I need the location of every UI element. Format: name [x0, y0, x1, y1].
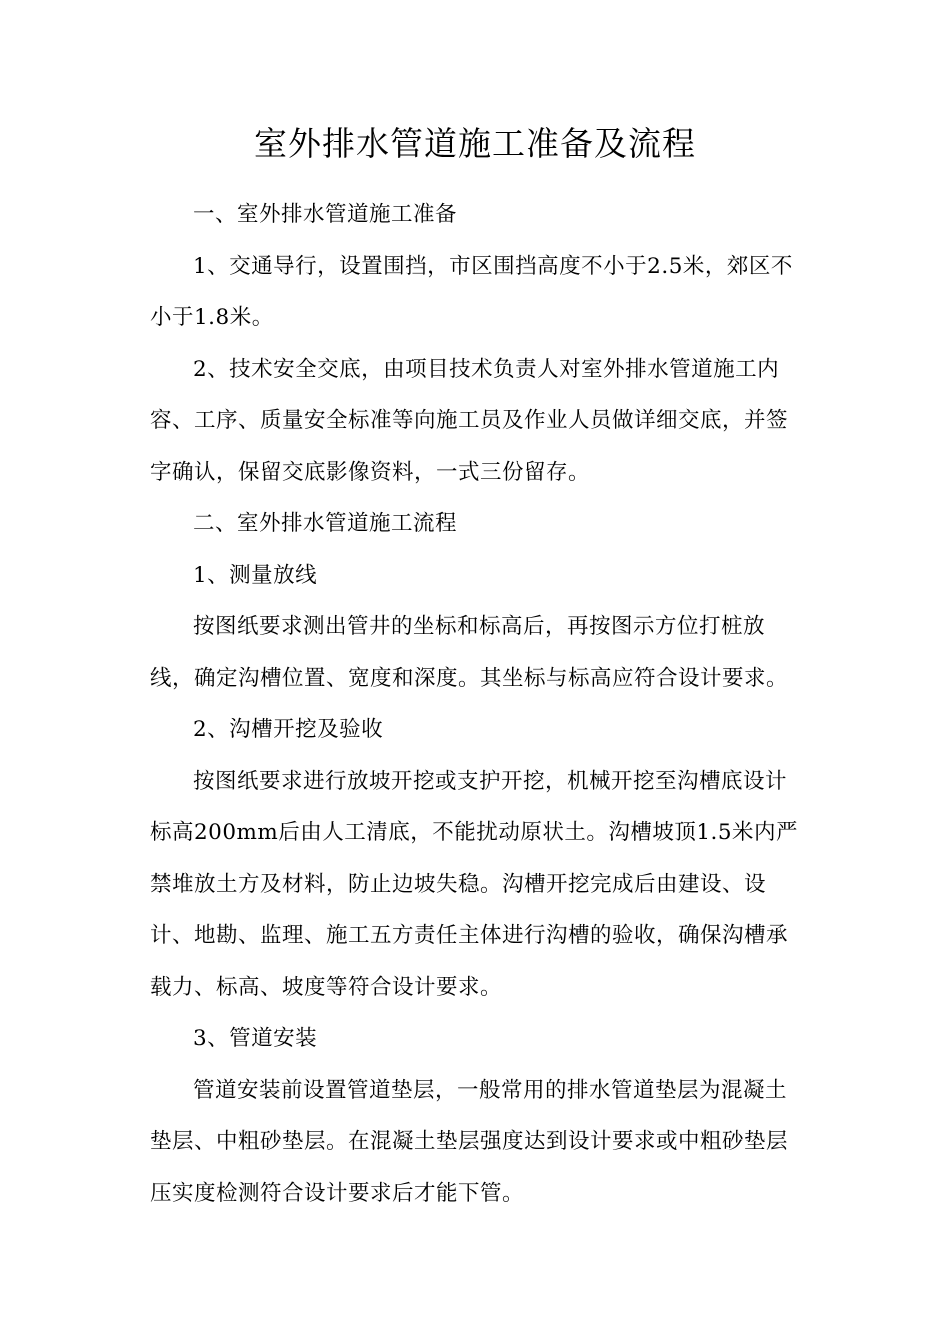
- paragraph-traffic-enclosure: 1、交通导行，设置围挡，市区围挡高度不小于2.5米，郊区不小于1.8米。: [150, 253, 793, 330]
- subheading-pipe-install: 3、管道安装: [193, 1026, 318, 1051]
- paragraph-safety-briefing: 2、技术安全交底，由项目技术负责人对室外排水管道施工内容、工序、质量安全标准等向施工员及作业人员做详细交底，并签字确认，保留交底影像资料，一式三份留存。: [150, 356, 789, 485]
- subheading-survey: 1、测量放线: [193, 562, 318, 588]
- subheading-trench: 2、沟槽开挖及验收: [193, 717, 384, 742]
- paragraph-survey: 按图纸要求测出管井的坐标和标高后，再按图示方位打桩放线，确定沟槽位置、宽度和深度。其坐标与标高应符合设计要求。: [150, 614, 789, 691]
- document-title: 室外排水管道施工准备及流程: [254, 124, 696, 163]
- section-heading-preparation: 一、室外排水管道施工准备: [193, 202, 458, 227]
- paragraph-pipe-install: 管道安装前设置管道垫层，一般常用的排水管道垫层为混凝土垫层、中粗砂垫层。在混凝土垫层强度达到设计要求或中粗砂垫层压实度检测符合设计要求后才能下管。: [150, 1077, 789, 1206]
- paragraph-trench: 按图纸要求进行放坡开挖或支护开挖，机械开挖至沟槽底设计标高200mm后由人工清底，不能扰动原状土。沟槽坡顶1.5米内严禁堆放土方及材料，防止边坡失稳。沟槽开挖完成后由建设、设计、地勘、监理、施工五方责任主体进行沟槽的验收，确保沟槽承载力、标高、坡度等符合设计要求。: [150, 768, 799, 1000]
- document-body: [150, 189, 802, 1219]
- section-heading-process: 二、室外排水管道施工流程: [193, 511, 458, 536]
